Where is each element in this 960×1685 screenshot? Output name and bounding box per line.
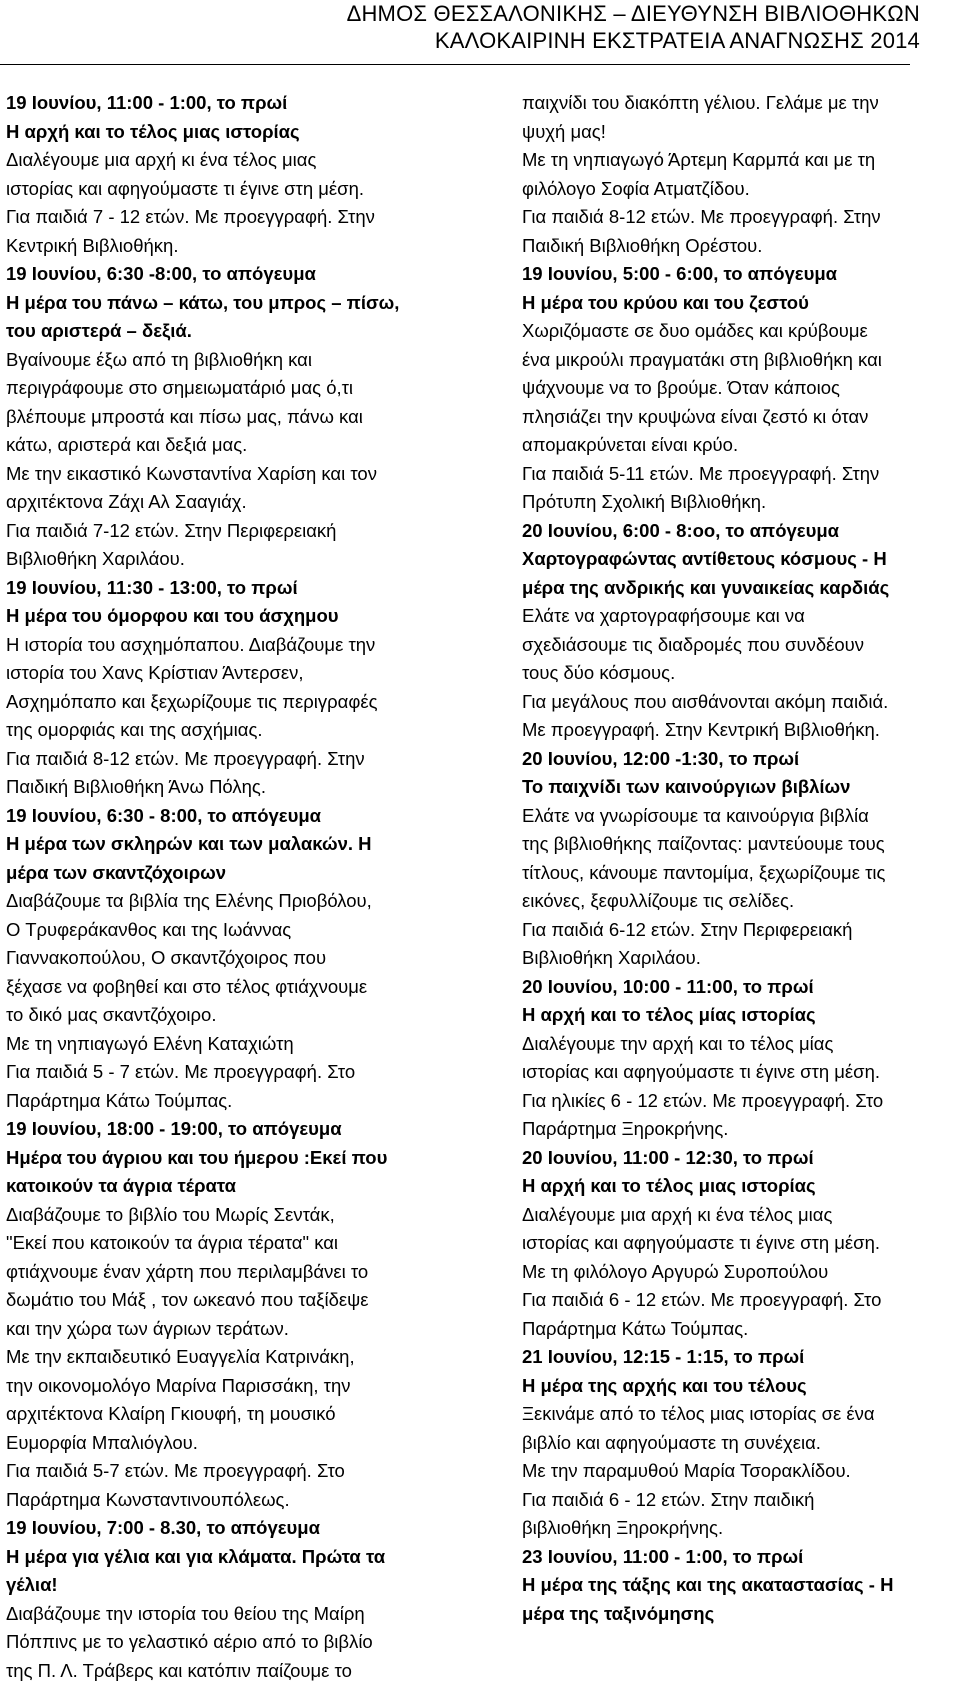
event-text-line: Για παιδιά 5-7 ετών. Με προεγγραφή. Στο xyxy=(6,1457,426,1486)
event-text-line: ψυχή μας! xyxy=(522,118,952,147)
event-text-line: Διαλέγουμε μια αρχή κι ένα τέλος μιας xyxy=(522,1201,952,1230)
event-text-line: Γιαννακοπούλου, Ο σκαντζόχοιρος που xyxy=(6,944,426,973)
event-heading-line: μέρα των σκαντζόχοιρων xyxy=(6,859,426,888)
event-heading-line: 20 Ιουνίου, 6:00 - 8:οο, το απόγευμα xyxy=(522,517,952,546)
event-text-line: Ευμορφία Μπαλιόγλου. xyxy=(6,1429,426,1458)
event-text-line: σχεδιάσουμε τις διαδρομές που συνδέουν xyxy=(522,631,952,660)
event-text-line: Η ιστορία του ασχημόπαπου. Διαβάζουμε την xyxy=(6,631,426,660)
event-text-line: Διαβάζουμε την ιστορία του θείου της Μαίρη xyxy=(6,1600,426,1629)
event-heading-line: 19 Ιουνίου, 5:00 - 6:00, το απόγευμα xyxy=(522,260,952,289)
event-text-line: ξέχασε να φοβηθεί και στο τέλος φτιάχνουμε xyxy=(6,973,426,1002)
event-text-line: Για παιδιά 6-12 ετών. Στην Περιφερειακή xyxy=(522,916,952,945)
event-text-line: Με την παραμυθού Μαρία Τσορακλίδου. xyxy=(522,1457,952,1486)
event-heading-line: 19 Ιουνίου, 6:30 - 8:00, το απόγευμα xyxy=(6,802,426,831)
event-heading-line: κατοικούν τα άγρια τέρατα xyxy=(6,1172,426,1201)
header-divider xyxy=(0,64,910,65)
event-text-line: κάτω, αριστερά και δεξιά μας. xyxy=(6,431,426,460)
event-heading-line: μέρα της ταξινόμησης xyxy=(522,1600,952,1629)
event-text-line: της ομορφιάς και της ασχήμιας. xyxy=(6,716,426,745)
event-heading-line: Η μέρα του κρύου και του ζεστού xyxy=(522,289,952,318)
event-text-line: Για παιδιά 8-12 ετών. Με προεγγραφή. Στην xyxy=(6,745,426,774)
event-heading-line: 19 Ιουνίου, 7:00 - 8.30, το απόγευμα xyxy=(6,1514,426,1543)
event-heading-line: Η μέρα του όμορφου και του άσχημου xyxy=(6,602,426,631)
event-text-line: Παράρτημα Κάτω Τούμπας. xyxy=(522,1315,952,1344)
event-text-line: βιβλίο και αφηγούμαστε τη συνέχεια. xyxy=(522,1429,952,1458)
event-heading-line: Η μέρα του πάνω – κάτω, του μπρος – πίσω, xyxy=(6,289,426,318)
event-text-line: Διαβάζουμε τα βιβλία της Ελένης Πριοβόλου, xyxy=(6,887,426,916)
event-text-line: Βιβλιοθήκη Χαριλάου. xyxy=(522,944,952,973)
event-text-line: Για παιδιά 5 - 7 ετών. Με προεγγραφή. Στο xyxy=(6,1058,426,1087)
event-heading-line: Χαρτογραφώντας αντίθετους κόσμους - Η xyxy=(522,545,952,574)
event-text-line: της βιβλιοθήκης παίζοντας: μαντεύουμε τους xyxy=(522,830,952,859)
event-text-line: Βγαίνουμε έξω από τη βιβλιοθήκη και xyxy=(6,346,426,375)
event-heading-line: Η αρχή και το τέλος μιας ιστορίας xyxy=(6,118,426,147)
event-text-line: βιβλιοθήκη Ξηροκρήνης. xyxy=(522,1514,952,1543)
right-column xyxy=(522,89,952,1628)
event-text-line: Πρότυπη Σχολική Βιβλιοθήκη. xyxy=(522,488,952,517)
event-text-line: Με την εκπαιδευτικό Ευαγγελία Κατρινάκη, xyxy=(6,1343,426,1372)
event-text-line: της Π. Λ. Τράβερς και κατόπιν παίζουμε το xyxy=(6,1657,426,1685)
event-text-line: Ασχημόπαπο και ξεχωρίζουμε τις περιγραφές xyxy=(6,688,426,717)
event-text-line: Παράρτημα Κάτω Τούμπας. xyxy=(6,1087,426,1116)
event-text-line: Πόππινς με το γελαστικό αέριο από το βιβλίο xyxy=(6,1628,426,1657)
event-text-line: Παράρτημα Κωνσταντινουπόλεως. xyxy=(6,1486,426,1515)
event-text-line: Με τη νηπιαγωγό Ελένη Καταχιώτη xyxy=(6,1030,426,1059)
event-heading-line: 19 Ιουνίου, 11:00 - 1:00, το πρωί xyxy=(6,89,426,118)
event-heading-line: 20 Ιουνίου, 10:00 - 11:00, το πρωί xyxy=(522,973,952,1002)
event-heading-line: μέρα της ανδρικής και γυναικείας καρδιάς xyxy=(522,574,952,603)
event-text-line: Ελάτε να χαρτογραφήσουμε και να xyxy=(522,602,952,631)
header-line-1: ΔΗΜΟΣ ΘΕΣΣΑΛΟΝΙΚΗΣ – ΔΙΕΥΘΥΝΣΗ ΒΙΒΛΙΟΘΗΚΩΝ xyxy=(347,0,920,27)
event-text-line: ιστορίας και αφηγούμαστε τι έγινε στη μέση. xyxy=(6,175,426,204)
event-text-line: Για μεγάλους που αισθάνονται ακόμη παιδιά. xyxy=(522,688,952,717)
event-text-line: Για παιδιά 5-11 ετών. Με προεγγραφή. Στην xyxy=(522,460,952,489)
event-text-line: παιχνίδι του διακόπτη γέλιου. Γελάμε με την xyxy=(522,89,952,118)
event-text-line: Για παιδιά 7 - 12 ετών. Με προεγγραφή. Στην xyxy=(6,203,426,232)
event-heading-line: Η μέρα της αρχής και του τέλους xyxy=(522,1372,952,1401)
event-text-line: Διαλέγουμε την αρχή και το τέλος μίας xyxy=(522,1030,952,1059)
event-heading-line: 23 Ιουνίου, 11:00 - 1:00, το πρωί xyxy=(522,1543,952,1572)
event-text-line: Με τη νηπιαγωγό Άρτεμη Καρμπά και με τη xyxy=(522,146,952,175)
event-text-line: φιλόλογο Σοφία Ατματζίδου. xyxy=(522,175,952,204)
event-text-line: αρχιτέκτονα Κλαίρη Γκιουφή, τη μουσικό xyxy=(6,1400,426,1429)
event-text-line: Με προεγγραφή. Στην Κεντρική Βιβλιοθήκη. xyxy=(522,716,952,745)
event-text-line: "Εκεί που κατοικούν τα άγρια τέρατα" και xyxy=(6,1229,426,1258)
event-text-line: Βιβλιοθήκη Χαριλάου. xyxy=(6,545,426,574)
event-text-line: Για παιδιά 6 - 12 ετών. Με προεγγραφή. Στο xyxy=(522,1286,952,1315)
event-heading-line: γέλια! xyxy=(6,1571,426,1600)
event-heading-line: 19 Ιουνίου, 18:00 - 19:00, το απόγευμα xyxy=(6,1115,426,1144)
event-heading-line: του αριστερά – δεξιά. xyxy=(6,317,426,346)
event-text-line: Για παιδιά 7-12 ετών. Στην Περιφερειακή xyxy=(6,517,426,546)
event-text-line: βλέπουμε μπροστά και πίσω μας, πάνω και xyxy=(6,403,426,432)
document-header xyxy=(347,0,920,54)
event-heading-line: 20 Ιουνίου, 11:00 - 12:30, το πρωί xyxy=(522,1144,952,1173)
event-text-line: Για παιδιά 6 - 12 ετών. Στην παιδική xyxy=(522,1486,952,1515)
event-text-line: αρχιτέκτονα Ζάχι Αλ Σααγιάχ. xyxy=(6,488,426,517)
event-text-line: πλησιάζει την κρυψώνα είναι ζεστό κι όταν xyxy=(522,403,952,432)
event-heading-line: Η αρχή και το τέλος μιας ιστορίας xyxy=(522,1172,952,1201)
event-text-line: Ξεκινάμε από το τέλος μιας ιστορίας σε ένα xyxy=(522,1400,952,1429)
event-heading-line: Ημέρα του άγριου και του ήμερου :Εκεί που xyxy=(6,1144,426,1173)
event-text-line: δωμάτιο του Μάξ , τον ωκεανό που ταξίδεψε xyxy=(6,1286,426,1315)
event-text-line: Παιδική Βιβλιοθήκη Άνω Πόλης. xyxy=(6,773,426,802)
header-line-2: ΚΑΛΟΚΑΙΡΙΝΗ ΕΚΣΤΡΑΤΕΙΑ ΑΝΑΓΝΩΣΗΣ 2014 xyxy=(347,27,920,54)
event-text-line: ιστορίας και αφηγούμαστε τι έγινε στη μέση. xyxy=(522,1058,952,1087)
event-text-line: Διαβάζουμε το βιβλίο του Μωρίς Σεντάκ, xyxy=(6,1201,426,1230)
event-text-line: Για παιδιά 8-12 ετών. Με προεγγραφή. Στην xyxy=(522,203,952,232)
event-text-line: τίτλους, κάνουμε παντομίμα, ξεχωρίζουμε τις xyxy=(522,859,952,888)
event-text-line: εικόνες, ξεφυλλίζουμε τις σελίδες. xyxy=(522,887,952,916)
event-heading-line: Η μέρα για γέλια και για κλάματα. Πρώτα τα xyxy=(6,1543,426,1572)
event-heading-line: 19 Ιουνίου, 6:30 -8:00, το απόγευμα xyxy=(6,260,426,289)
event-text-line: την οικονομολόγο Μαρίνα Παρισσάκη, την xyxy=(6,1372,426,1401)
event-text-line: και την χώρα των άγριων τεράτων. xyxy=(6,1315,426,1344)
event-text-line: Με την εικαστικό Κωνσταντίνα Χαρίση και τον xyxy=(6,460,426,489)
event-text-line: τους δύο κόσμους. xyxy=(522,659,952,688)
event-heading-line: Η μέρα των σκληρών και των μαλακών. Η xyxy=(6,830,426,859)
event-text-line: Κεντρική Βιβλιοθήκη. xyxy=(6,232,426,261)
event-text-line: Με τη φιλόλογο Αργυρώ Συροπούλου xyxy=(522,1258,952,1287)
event-text-line: ιστορία του Χανς Κρίστιαν Άντερσεν, xyxy=(6,659,426,688)
event-text-line: απομακρύνεται είναι κρύο. xyxy=(522,431,952,460)
event-heading-line: Το παιχνίδι των καινούργιων βιβλίων xyxy=(522,773,952,802)
left-column xyxy=(6,89,426,1685)
event-text-line: ιστορίας και αφηγούμαστε τι έγινε στη μέση. xyxy=(522,1229,952,1258)
event-text-line: Χωριζόμαστε σε δυο ομάδες και κρύβουμε xyxy=(522,317,952,346)
event-text-line: Ελάτε να γνωρίσουμε τα καινούργια βιβλία xyxy=(522,802,952,831)
event-text-line: Παιδική Βιβλιοθήκη Ορέστου. xyxy=(522,232,952,261)
event-heading-line: 20 Ιουνίου, 12:00 -1:30, το πρωί xyxy=(522,745,952,774)
event-heading-line: 19 Ιουνίου, 11:30 - 13:00, το πρωί xyxy=(6,574,426,603)
event-text-line: ψάχνουμε να το βρούμε. Όταν κάποιος xyxy=(522,374,952,403)
event-text-line: Διαλέγουμε μια αρχή κι ένα τέλος μιας xyxy=(6,146,426,175)
event-text-line: Παράρτημα Ξηροκρήνης. xyxy=(522,1115,952,1144)
event-text-line: Ο Τρυφεράκανθος και της Ιωάννας xyxy=(6,916,426,945)
event-heading-line: Η μέρα της τάξης και της ακαταστασίας - Η xyxy=(522,1571,952,1600)
event-text-line: φτιάχνουμε έναν χάρτη που περιλαμβάνει το xyxy=(6,1258,426,1287)
event-text-line: το δικό μας σκαντζόχοιρο. xyxy=(6,1001,426,1030)
event-text-line: ένα μικρούλι πραγματάκι στη βιβλιοθήκη και xyxy=(522,346,952,375)
event-text-line: περιγράφουμε στο σημειωματάριό μας ό,τι xyxy=(6,374,426,403)
event-heading-line: 21 Ιουνίου, 12:15 - 1:15, το πρωί xyxy=(522,1343,952,1372)
event-heading-line: Η αρχή και το τέλος μίας ιστορίας xyxy=(522,1001,952,1030)
event-text-line: Για ηλικίες 6 - 12 ετών. Με προεγγραφή. Στο xyxy=(522,1087,952,1116)
